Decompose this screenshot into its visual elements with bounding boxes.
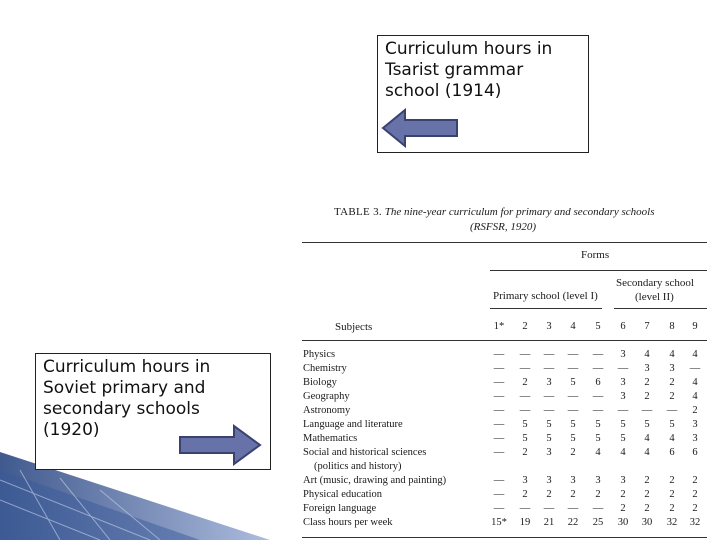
row-value: — [519, 349, 531, 360]
row-value: — [493, 349, 505, 360]
row-value: 6 [692, 447, 698, 458]
row-subject: (politics and history) [314, 461, 402, 472]
row-value: 15* [491, 517, 507, 528]
row-subject: Chemistry [303, 363, 347, 374]
table-title [334, 206, 655, 218]
form-number: 2 [522, 321, 528, 332]
primary-header: Primary school (level I) [493, 290, 598, 302]
row-value: 4 [644, 349, 650, 360]
row-value: — [617, 363, 629, 374]
row-value: — [592, 503, 604, 514]
row-value: 4 [595, 447, 601, 458]
row-value: — [567, 349, 579, 360]
table-rule-top [302, 242, 707, 243]
row-value: — [543, 391, 555, 402]
row-value: 4 [692, 377, 698, 388]
row-subject: Class hours per week [303, 517, 393, 528]
row-subject: Language and literature [303, 419, 403, 430]
row-value: — [493, 475, 505, 486]
row-value: — [689, 363, 701, 374]
row-value: — [592, 391, 604, 402]
row-value: 4 [644, 447, 650, 458]
row-value: 5 [522, 433, 528, 444]
form-number: 4 [570, 321, 576, 332]
row-value: 3 [644, 363, 650, 374]
row-subject: Foreign language [303, 503, 377, 514]
row-value: 2 [644, 503, 650, 514]
row-value: — [567, 503, 579, 514]
row-value: — [493, 489, 505, 500]
row-subject: Biology [303, 377, 337, 388]
table-title-text: The nine-year curriculum for primary and secondary schools [384, 206, 655, 218]
row-value: 3 [669, 363, 675, 374]
row-subject: Physical education [303, 489, 383, 500]
primary-rule [490, 308, 602, 309]
form-number: 1* [493, 321, 505, 332]
right-arrow-icon [178, 423, 262, 467]
row-value: 3 [692, 433, 698, 444]
row-value: 2 [644, 489, 650, 500]
row-value: — [567, 391, 579, 402]
row-value: — [641, 405, 653, 416]
row-value: 2 [692, 503, 698, 514]
table-rule-header [302, 340, 707, 341]
row-value: 3 [692, 419, 698, 430]
row-value: 3 [570, 475, 576, 486]
row-value: 5 [595, 433, 601, 444]
row-value: 30 [617, 517, 629, 528]
form-number: 7 [644, 321, 650, 332]
row-subject: Physics [303, 349, 336, 360]
row-value: 25 [592, 517, 604, 528]
row-value: 2 [644, 377, 650, 388]
secondary-rule [614, 308, 707, 309]
row-value: — [493, 419, 505, 430]
row-value: — [543, 349, 555, 360]
row-value: 2 [522, 489, 528, 500]
row-value: — [493, 405, 505, 416]
secondary-header-line1: Secondary school [616, 277, 694, 289]
forms-header: Forms [581, 249, 610, 261]
form-number: 6 [620, 321, 626, 332]
row-value: 2 [669, 489, 675, 500]
row-value: — [519, 391, 531, 402]
row-value: 19 [519, 517, 531, 528]
row-value: 4 [692, 391, 698, 402]
row-value: 2 [546, 489, 552, 500]
row-value: — [493, 503, 505, 514]
row-value: 5 [546, 419, 552, 430]
row-subject: Mathematics [303, 433, 358, 444]
row-value: — [493, 363, 505, 374]
row-subject: Art (music, drawing and painting) [303, 475, 447, 486]
row-value: — [543, 363, 555, 374]
row-subject: Geography [303, 391, 350, 402]
row-value: 2 [570, 447, 576, 458]
row-value: 3 [546, 447, 552, 458]
row-value: 2 [692, 489, 698, 500]
form-number: 3 [546, 321, 552, 332]
row-value: 3 [620, 391, 626, 402]
row-value: — [567, 405, 579, 416]
row-value: 3 [620, 475, 626, 486]
row-value: 3 [522, 475, 528, 486]
row-value: — [592, 349, 604, 360]
row-value: 32 [689, 517, 701, 528]
row-value: — [617, 405, 629, 416]
row-value: 3 [620, 377, 626, 388]
row-value: 3 [546, 377, 552, 388]
form-number: 8 [669, 321, 675, 332]
row-value: 2 [620, 489, 626, 500]
row-value: 3 [546, 475, 552, 486]
row-value: 2 [620, 503, 626, 514]
row-value: 22 [567, 517, 579, 528]
soviet-callout-text: Curriculum hours in Soviet primary and secondary schools (1920) [43, 357, 211, 440]
table-subtitle: (RSFSR, 1920) [470, 221, 536, 233]
row-value: 5 [669, 419, 675, 430]
row-value: 3 [620, 349, 626, 360]
row-subject: Astronomy [303, 405, 351, 416]
row-value: 2 [692, 405, 698, 416]
row-value: 2 [644, 391, 650, 402]
row-value: — [493, 447, 505, 458]
row-value: — [519, 503, 531, 514]
form-number: 9 [692, 321, 698, 332]
curriculum-table [300, 200, 720, 540]
row-value: 5 [570, 377, 576, 388]
row-value: 2 [669, 503, 675, 514]
row-value: 5 [595, 419, 601, 430]
row-value: 3 [595, 475, 601, 486]
table-title-label: TABLE 3. [334, 206, 382, 218]
row-value: — [519, 405, 531, 416]
row-value: 2 [522, 377, 528, 388]
row-value: 2 [669, 475, 675, 486]
subjects-header: Subjects [335, 321, 373, 333]
row-value: 6 [595, 377, 601, 388]
row-value: 4 [692, 349, 698, 360]
row-value: 5 [522, 419, 528, 430]
row-value: 2 [692, 475, 698, 486]
row-value: 32 [666, 517, 678, 528]
row-value: 4 [669, 433, 675, 444]
row-value: — [493, 433, 505, 444]
row-value: — [592, 363, 604, 374]
row-subject: Social and historical sciences [303, 447, 427, 458]
row-value: — [493, 377, 505, 388]
row-value: — [666, 405, 678, 416]
row-value: 4 [620, 447, 626, 458]
row-value: — [519, 363, 531, 374]
row-value: 30 [641, 517, 653, 528]
row-value: 5 [644, 419, 650, 430]
row-value: 2 [669, 391, 675, 402]
row-value: 5 [620, 419, 626, 430]
row-value: 2 [644, 475, 650, 486]
form-number: 5 [595, 321, 601, 332]
row-value: — [543, 405, 555, 416]
secondary-header-line2: (level II) [635, 291, 674, 303]
row-value: 2 [595, 489, 601, 500]
row-value: 2 [522, 447, 528, 458]
row-value: 4 [644, 433, 650, 444]
row-value: — [592, 405, 604, 416]
row-value: 21 [543, 517, 555, 528]
table-rule-bottom [302, 537, 707, 538]
row-value: 5 [570, 419, 576, 430]
row-value: 5 [620, 433, 626, 444]
row-value: — [567, 363, 579, 374]
row-value: — [543, 503, 555, 514]
row-value: 2 [570, 489, 576, 500]
row-value: 4 [669, 349, 675, 360]
left-arrow-icon [381, 108, 461, 148]
row-value: — [493, 391, 505, 402]
row-value: 6 [669, 447, 675, 458]
forms-rule [490, 270, 707, 271]
row-value: 5 [546, 433, 552, 444]
tsarist-callout-text: Curriculum hours in Tsarist grammar school (1914) [385, 39, 553, 101]
row-value: 5 [570, 433, 576, 444]
row-value: 2 [669, 377, 675, 388]
